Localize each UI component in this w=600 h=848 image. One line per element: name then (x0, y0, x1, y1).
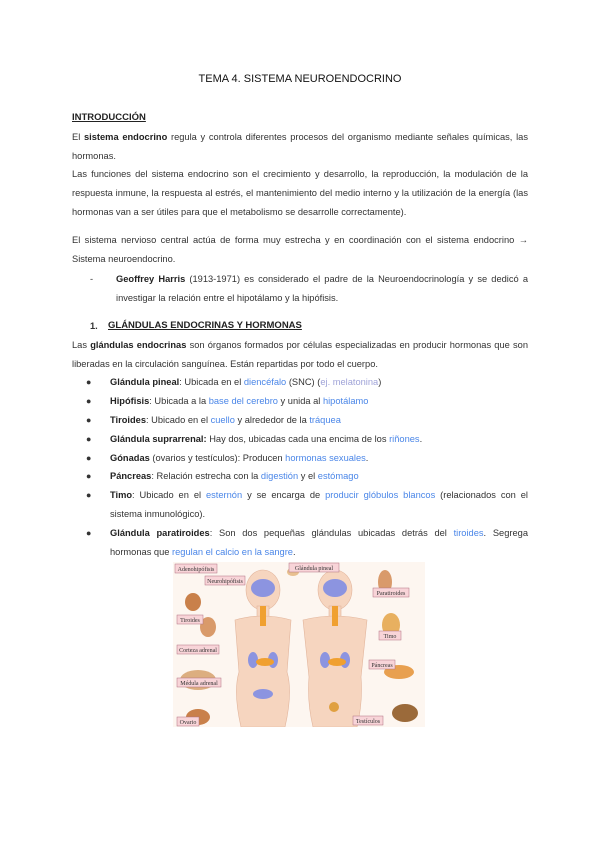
intro-heading: INTRODUCCIÓN (72, 112, 146, 123)
page-title: TEMA 4. SISTEMA NEUROENDOCRINO (198, 73, 402, 85)
gland-list-item: ● Tiroides: Ubicado en el cuello y alrededor de la tráquea (86, 411, 528, 430)
gland-list-item: ● Glándula paratiroides: Son dos pequeñas glándulas ubicadas detrás del tiroides. Segrega hormonas que regulan el calcio en la sangre. (86, 524, 528, 562)
intro-paragraph-2: Las funciones del sistema endocrino son el crecimiento y desarrollo, la reproducción, la modulación de la respuesta inmune, la respuesta al estrés, el mantenimiento del medio interno y la utilización de la energía (las hormonas van a ser útiles para que el metabolismo se desarrolle correctamente). (72, 169, 528, 217)
bullet-icon: ● (86, 527, 92, 538)
section-heading: 1. GLÁNDULAS ENDOCRINAS Y HORMONAS (90, 320, 302, 331)
figure-label: Páncreas (371, 663, 393, 669)
gland-list-item: ● Glándula suprarrenal: Hay dos, ubicadas cada una encima de los riñones. (86, 430, 528, 449)
figure-label: Timo (383, 634, 397, 640)
gland-list-item: ● Gónadas (ovarios y testículos): Producen hormonas sexuales. (86, 449, 528, 468)
gland-list-item: ● Timo: Ubicado en el esternón y se encarga de producir glóbulos blancos (relacionados con el sistema inmunológico). (86, 486, 528, 524)
bullet-icon: ● (86, 490, 92, 501)
figure-label: Ovario (179, 720, 197, 726)
intro-paragraph-1: El sistema endocrino regula y controla diferentes procesos del organismo mediante señales químicas, las hormonas. (72, 131, 528, 161)
figure-label: Tiroides (180, 618, 200, 624)
introduction-section (72, 109, 528, 308)
bullet-icon: ● (86, 377, 92, 388)
bullet-icon: ● (86, 433, 92, 444)
intro-paragraph-3: El sistema nervioso central actúa de forma muy estrecha y en coordinación con el sistema endocrino → Sistema neuroendocrino. (72, 234, 528, 264)
figure-label: Paratiroides (376, 591, 406, 597)
endocrine-system-illustration (173, 562, 425, 727)
gland-list (72, 373, 528, 561)
gland-list-item: ● Glándula pineal: Ubicada en el diencéfalo (SNC) (ej. melatonina) (86, 373, 528, 392)
figure-label: Testículos (355, 719, 381, 725)
figure-label: Neurohipófisis (207, 579, 243, 585)
figure-label: Adenohipófisis (177, 567, 215, 573)
harris-list-item: - Geoffrey Harris (1913-1971) es considerado el padre de la Neuroendocrinología y se dedicó a investigar la relación entre el hipotálamo y la hipófisis. (90, 274, 528, 304)
bullet-icon: ● (86, 414, 92, 425)
figure-label: Corteza adrenal (179, 648, 217, 654)
bullet-icon: ● (86, 396, 92, 407)
section-glandulas (72, 317, 528, 561)
bullet-icon: ● (86, 471, 92, 482)
gland-list-item: ● Páncreas: Relación estrecha con la digestión y el estómago (86, 467, 528, 486)
bullet-icon: ● (86, 452, 92, 463)
figure-label: Médula adrenal (180, 681, 218, 687)
figure-label: Glándula pineal (294, 566, 334, 572)
gland-list-item: ● Hipófisis: Ubicada a la base del cerebro y unida al hipotálamo (86, 392, 528, 411)
section-paragraph: Las glándulas endocrinas son órganos formados por células especializadas en producir hormonas que son liberadas en la circulación sanguínea. Están repartidas por todo el cuerpo. (72, 339, 528, 369)
